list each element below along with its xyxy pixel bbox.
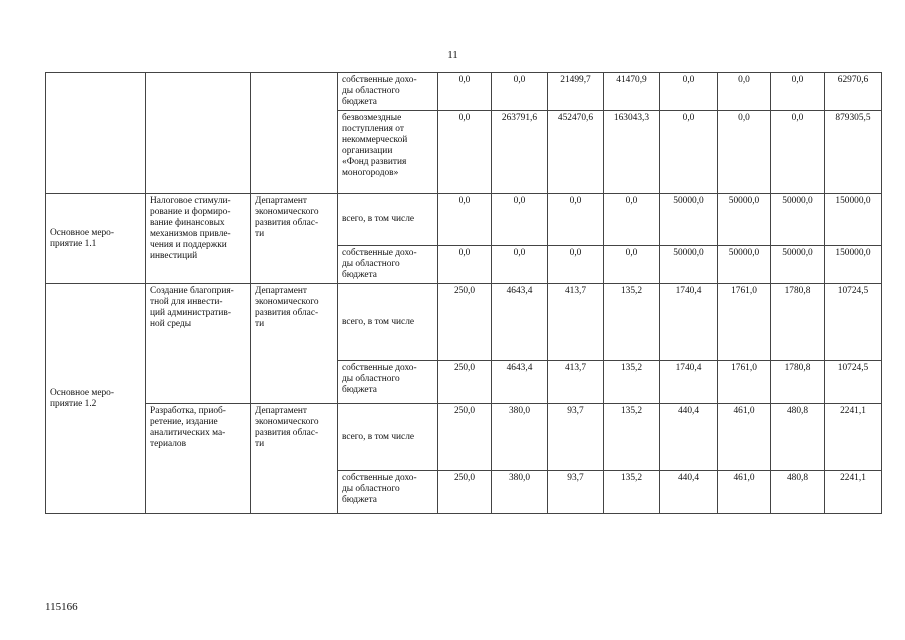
source-cell: всего, в том числе <box>338 194 438 246</box>
value-cell: 0,0 <box>718 111 771 194</box>
source-cell: безвозмездные поступления от некоммерческой организации «Фонд развития моногородов» <box>338 111 438 194</box>
executor-cell: Департамент экономического развития облас- ти <box>251 194 338 284</box>
value-cell: 93,7 <box>548 471 604 514</box>
source-cell: собственные дохо- ды областного бюджета <box>338 471 438 514</box>
value-cell: 50000,0 <box>771 246 825 284</box>
value-cell: 461,0 <box>718 471 771 514</box>
event-cell: Основное меро- приятие 1.1 <box>46 194 146 284</box>
source-cell: всего, в том числе <box>338 284 438 361</box>
document-code: 115166 <box>45 601 78 613</box>
measure-cell: Создание благоприя- тной для инвести- ций административ- ной среды <box>146 284 251 404</box>
value-cell: 461,0 <box>718 404 771 471</box>
value-cell: 879305,5 <box>825 111 882 194</box>
value-cell: 250,0 <box>438 404 492 471</box>
source-cell: собственные дохо- ды областного бюджета <box>338 246 438 284</box>
value-cell: 0,0 <box>604 246 660 284</box>
value-cell: 50000,0 <box>660 194 718 246</box>
value-cell: 452470,6 <box>548 111 604 194</box>
value-cell: 135,2 <box>604 404 660 471</box>
value-cell: 0,0 <box>718 73 771 111</box>
value-cell: 0,0 <box>438 111 492 194</box>
value-cell: 250,0 <box>438 361 492 404</box>
executor-cell <box>251 73 338 194</box>
value-cell: 50000,0 <box>660 246 718 284</box>
measure-cell <box>146 73 251 194</box>
value-cell: 150000,0 <box>825 194 882 246</box>
value-cell: 1780,8 <box>771 284 825 361</box>
value-cell: 4643,4 <box>492 284 548 361</box>
value-cell: 0,0 <box>492 73 548 111</box>
event-cell <box>46 73 146 194</box>
value-cell: 135,2 <box>604 284 660 361</box>
value-cell: 0,0 <box>771 111 825 194</box>
value-cell: 0,0 <box>660 73 718 111</box>
value-cell: 0,0 <box>492 194 548 246</box>
table-row <box>46 404 882 471</box>
page-number: 11 <box>447 49 458 61</box>
value-cell: 413,7 <box>548 284 604 361</box>
value-cell: 380,0 <box>492 404 548 471</box>
value-cell: 50000,0 <box>718 194 771 246</box>
value-cell: 2241,1 <box>825 471 882 514</box>
value-cell: 440,4 <box>660 471 718 514</box>
value-cell: 150000,0 <box>825 246 882 284</box>
table-row <box>46 284 882 361</box>
value-cell: 50000,0 <box>718 246 771 284</box>
value-cell: 93,7 <box>548 404 604 471</box>
value-cell: 0,0 <box>492 246 548 284</box>
value-cell: 1780,8 <box>771 361 825 404</box>
value-cell: 0,0 <box>438 194 492 246</box>
event-cell: Основное меро- приятие 1.2 <box>46 284 146 514</box>
measure-cell: Налоговое стимули- рование и формиро- вание финансовых механизмов привле- чения и поддержки инвестиций <box>146 194 251 284</box>
value-cell: 480,8 <box>771 471 825 514</box>
value-cell: 1761,0 <box>718 284 771 361</box>
value-cell: 0,0 <box>438 73 492 111</box>
value-cell: 2241,1 <box>825 404 882 471</box>
value-cell: 1740,4 <box>660 361 718 404</box>
value-cell: 0,0 <box>548 246 604 284</box>
value-cell: 480,8 <box>771 404 825 471</box>
value-cell: 413,7 <box>548 361 604 404</box>
value-cell: 440,4 <box>660 404 718 471</box>
value-cell: 163043,3 <box>604 111 660 194</box>
value-cell: 135,2 <box>604 361 660 404</box>
value-cell: 10724,5 <box>825 361 882 404</box>
value-cell: 250,0 <box>438 471 492 514</box>
table-row <box>46 73 882 111</box>
source-cell: всего, в том числе <box>338 404 438 471</box>
value-cell: 21499,7 <box>548 73 604 111</box>
value-cell: 380,0 <box>492 471 548 514</box>
value-cell: 135,2 <box>604 471 660 514</box>
value-cell: 1740,4 <box>660 284 718 361</box>
source-cell: собственные дохо- ды областного бюджета <box>338 73 438 111</box>
value-cell: 0,0 <box>604 194 660 246</box>
value-cell: 263791,6 <box>492 111 548 194</box>
value-cell: 0,0 <box>548 194 604 246</box>
executor-cell: Департамент экономического развития облас- ти <box>251 404 338 514</box>
executor-cell: Департамент экономического развития облас- ти <box>251 284 338 404</box>
value-cell: 0,0 <box>771 73 825 111</box>
value-cell: 250,0 <box>438 284 492 361</box>
table-row <box>46 194 882 246</box>
value-cell: 0,0 <box>660 111 718 194</box>
value-cell: 41470,9 <box>604 73 660 111</box>
budget-table <box>45 72 882 514</box>
value-cell: 50000,0 <box>771 194 825 246</box>
value-cell: 62970,6 <box>825 73 882 111</box>
value-cell: 1761,0 <box>718 361 771 404</box>
value-cell: 4643,4 <box>492 361 548 404</box>
value-cell: 0,0 <box>438 246 492 284</box>
value-cell: 10724,5 <box>825 284 882 361</box>
source-cell: собственные дохо- ды областного бюджета <box>338 361 438 404</box>
measure-cell: Разработка, приоб- ретение, издание аналитических ма- териалов <box>146 404 251 514</box>
